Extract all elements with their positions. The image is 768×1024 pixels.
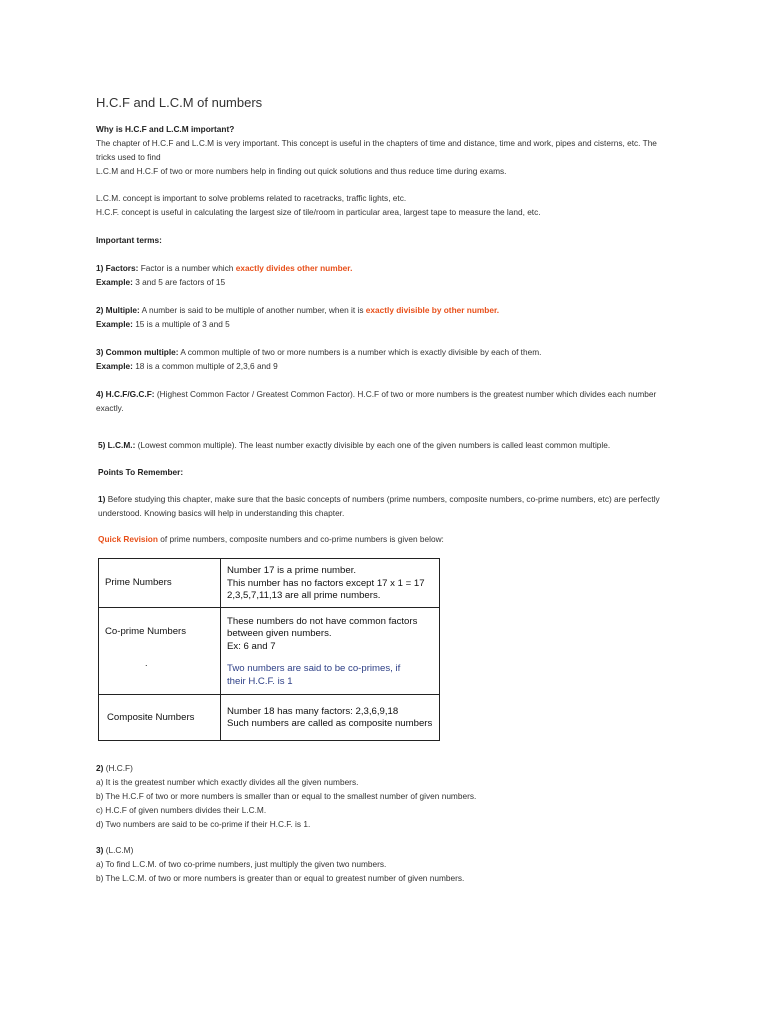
co-prime-note: Two numbers are said to be co-primes, if [227, 663, 401, 674]
stray-dot: . [145, 657, 148, 668]
content-line: These numbers do not have common factors [227, 615, 418, 627]
example-label: Example: [96, 277, 133, 287]
row-content [221, 559, 440, 608]
row-label: Co-prime Numbers [105, 625, 187, 637]
quick-revision-label: Quick Revision [98, 534, 158, 544]
term-text: A common multiple of two or more numbers is a number which is exactly divisible by each of them. [178, 347, 542, 357]
row-label-cell [99, 607, 221, 694]
term-highlight: exactly divisible by other number. [365, 305, 500, 315]
example-label: Example: [96, 361, 133, 371]
row-label: Composite Numbers [99, 694, 221, 740]
point-label: 1) [98, 494, 106, 504]
term-label: 4) H.C.F/G.C.F: [96, 389, 155, 399]
terms-heading: Important terms: [96, 235, 162, 245]
co-prime-note: their H.C.F. is 1 [227, 675, 293, 687]
content-line: Number 17 is a prime number. [227, 565, 357, 576]
term-common-multiple [96, 345, 746, 373]
term-text: (Highest Common Factor / Greatest Common Factor). H.C.F of two or more numbers is the greatest number which divides each number [154, 389, 657, 399]
section-label: 2) [96, 763, 104, 773]
point-text: Before studying this chapter, make sure that the basic concepts of numbers (prime numbers, composite numbers, co-prime numbers, etc) are perfectly [105, 494, 660, 504]
why-line-5: H.C.F. concept is useful in calculating the largest size of tile/room in particular area, largest tape to measure the land, etc. [96, 207, 541, 217]
why-line-4: L.C.M. concept is important to solve problems related to racetracks, traffic lights, etc. [96, 193, 407, 203]
hcf-point-d: d) Two numbers are said to be co-prime if their H.C.F. is 1. [96, 819, 311, 829]
quick-revision-table [98, 558, 440, 741]
row-content [221, 694, 440, 740]
content-line: Such numbers are called as composite numbers [227, 718, 433, 729]
lcm-point-b: b) The L.C.M. of two or more numbers is greater than or equal to greatest number of given numbers. [96, 873, 465, 883]
hcf-point-c: c) H.C.F of given numbers divides their L.C.M. [96, 805, 267, 815]
term-multiple [96, 303, 746, 331]
example-text: 3 and 5 are factors of 15 [132, 277, 226, 287]
section-label: 3) [96, 845, 104, 855]
table-row [99, 607, 440, 694]
point-text-continued: understood. Knowing basics will help in understanding this chapter. [98, 508, 345, 518]
term-label: 1) Factors: [96, 263, 139, 273]
example-label: Example: [96, 319, 133, 329]
term-factors [96, 261, 746, 289]
term-text: (Lowest common multiple). The least number exactly divisible by each one of the given numbers is called least common multiple. [135, 440, 611, 450]
term-label: 2) Multiple: [96, 305, 140, 315]
content-line: Ex: 6 and 7 [227, 640, 276, 652]
term-hcf [96, 387, 746, 415]
table-row [99, 694, 440, 740]
section-title: (L.C.M) [103, 845, 134, 855]
term-text: Factor is a number which [138, 263, 236, 273]
term-label: 3) Common multiple: [96, 347, 179, 357]
why-heading: Why is H.C.F and L.C.M important? [96, 124, 235, 134]
content-line: Number 18 has many factors: 2,3,6,9,18 [227, 705, 399, 717]
content-line: 2,3,5,7,11,13 are all prime numbers. [227, 590, 381, 601]
quick-revision-text: of prime numbers, composite numbers and co-prime numbers is given below: [157, 534, 444, 544]
page-title: H.C.F and L.C.M of numbers [96, 95, 263, 110]
example-text: 18 is a common multiple of 2,3,6 and 9 [132, 361, 278, 371]
term-label: 5) L.C.M.: [98, 440, 136, 450]
content-line: between given numbers. [227, 628, 332, 639]
row-content [221, 607, 440, 694]
hcf-point-b: b) The H.C.F of two or more numbers is smaller than or equal to the smallest number of given numbers. [96, 791, 477, 801]
lcm-point-a: a) To find L.C.M. of two co-prime numbers, just multiply the given two numbers. [96, 859, 387, 869]
why-line-1: The chapter of H.C.F and L.C.M is very important. This concept is useful in the chapters of time and distance, time and work, pipes and cisterns, etc. The [96, 138, 657, 148]
example-text: 15 is a multiple of 3 and 5 [132, 319, 230, 329]
why-line-2: tricks used to find [96, 152, 161, 162]
quick-revision-line [98, 532, 748, 546]
hcf-point-a: a) It is the greatest number which exactly divides all the given numbers. [96, 777, 359, 787]
term-lcm [98, 438, 748, 452]
term-text: A number is said to be multiple of another number, when it is [139, 305, 366, 315]
lcm-section [96, 843, 746, 885]
term-highlight: exactly divides other number. [235, 263, 353, 273]
why-concepts [96, 191, 746, 219]
point-1 [98, 492, 748, 520]
why-line-3: L.C.M and H.C.F of two or more numbers help in finding out quick solutions and thus reduce time during exams. [96, 166, 507, 176]
why-section [96, 122, 746, 178]
points-heading: Points To Remember: [98, 467, 184, 477]
row-label: Prime Numbers [99, 559, 221, 608]
section-title: (H.C.F) [103, 763, 133, 773]
content-line: This number has no factors except 17 x 1 = 17 [227, 577, 425, 589]
term-text-continued: exactly. [96, 403, 124, 413]
table-row [99, 559, 440, 608]
hcf-section [96, 761, 746, 831]
